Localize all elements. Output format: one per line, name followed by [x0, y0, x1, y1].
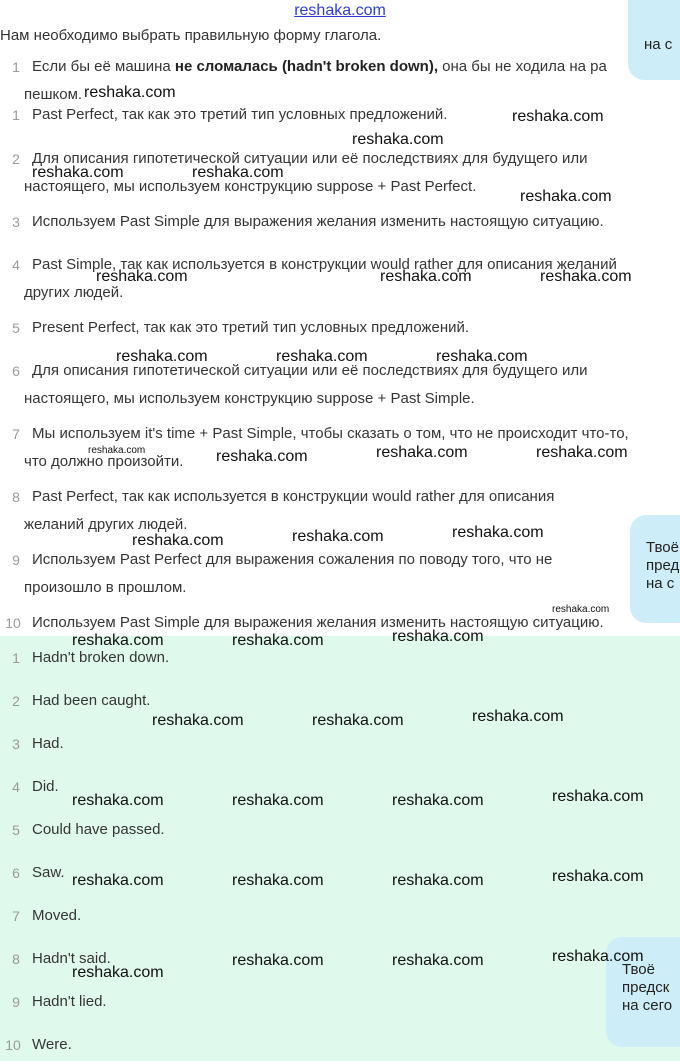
line-text: Если бы её машина	[32, 58, 175, 75]
watermark: reshaka.com	[380, 268, 472, 285]
intro-text: Нам необходимо выбрать правильную форму глагола.	[0, 27, 382, 44]
answer-number: 2	[12, 693, 20, 709]
watermark: reshaka.com	[392, 872, 484, 889]
explanation-line	[24, 390, 475, 407]
watermark: reshaka.com	[72, 872, 164, 889]
item-number: 4	[12, 257, 20, 273]
answer-number: 4	[12, 779, 20, 795]
watermark: reshaka.com	[192, 164, 284, 181]
explanation-line	[32, 319, 469, 336]
chat-bubble-middle[interactable]	[630, 515, 680, 623]
line-text: Для описания гипотетической ситуации или её последствиях для будущего или	[32, 150, 588, 167]
explanation-line	[32, 614, 604, 631]
item-number: 1	[12, 59, 20, 75]
answer-text: Hadn't lied.	[32, 993, 107, 1010]
bubble-line: предск	[622, 979, 670, 996]
answer-number: 7	[12, 908, 20, 924]
line-text: настоящего, мы используем конструкцию suppose + Past Simple.	[24, 390, 475, 407]
watermark: reshaka.com	[436, 348, 528, 365]
bubble-line: Твоё	[622, 961, 655, 978]
explanation-line	[32, 551, 552, 568]
item-number: 2	[12, 151, 20, 167]
answer-text: Moved.	[32, 907, 82, 924]
watermark: reshaka.com	[552, 948, 644, 965]
item-number: 5	[12, 320, 20, 336]
bubble-text: на с	[644, 36, 673, 53]
watermark: reshaka.com	[232, 872, 324, 889]
answer-text: Hadn't said.	[32, 950, 111, 967]
line-text: что должно произойти.	[24, 453, 184, 470]
watermark: reshaka.com	[152, 712, 244, 729]
line-text: пешком.	[24, 86, 83, 103]
explanation-line	[24, 579, 186, 596]
line-text: Используем Past Simple для выражения желания изменить настоящую ситуацию.	[32, 614, 604, 631]
line-text: Past Simple, так как используется в конструкции would rather для описания желаний	[32, 256, 617, 273]
watermark-small: reshaka.com	[88, 445, 146, 456]
watermark: reshaka.com	[132, 532, 224, 549]
answer-number: 6	[12, 865, 20, 881]
explanation-line	[24, 86, 82, 103]
explanation-line	[32, 425, 629, 442]
watermark: reshaka.com	[392, 952, 484, 969]
explanation-line	[24, 516, 187, 533]
answer-number: 9	[12, 994, 20, 1010]
line-text: она бы не ходила на ра	[438, 58, 607, 75]
answer-text: Saw.	[32, 864, 65, 881]
watermark: reshaka.com	[32, 164, 124, 181]
line-text: Используем Past Perfect для выражения сожаления по поводу того, что не	[32, 551, 553, 568]
watermark: reshaka.com	[392, 792, 484, 809]
watermark: reshaka.com	[472, 708, 564, 725]
explanation-line	[24, 284, 123, 301]
watermark: reshaka.com	[392, 628, 484, 645]
answer-text: Did.	[32, 778, 59, 795]
item-number: 7	[12, 426, 20, 442]
bubble-line: на сего	[622, 997, 673, 1014]
watermark: reshaka.com	[232, 632, 324, 649]
watermark: reshaka.com	[352, 131, 444, 148]
answer-text: Could have passed.	[32, 821, 165, 838]
line-text: других людей.	[24, 284, 124, 301]
line-text: произошло в прошлом.	[24, 579, 187, 596]
line-text: настоящего, мы используем конструкцию suppose + Past Perfect.	[24, 178, 477, 195]
item-number: 3	[12, 214, 20, 230]
watermark: reshaka.com	[72, 632, 164, 649]
item-number: 6	[12, 363, 20, 379]
explanation-line	[32, 213, 604, 230]
item-number: 10	[5, 615, 21, 631]
watermark: reshaka.com	[292, 528, 384, 545]
answer-text: Had.	[32, 735, 64, 752]
item-number: 9	[12, 552, 20, 568]
watermark: reshaka.com	[540, 268, 632, 285]
watermark: reshaka.com	[552, 788, 644, 805]
answer-number: 5	[12, 822, 20, 838]
line-text: Past Perfect, так как это третий тип условных предложений.	[32, 106, 448, 123]
watermark: reshaka.com	[232, 792, 324, 809]
watermark: reshaka.com	[232, 952, 324, 969]
answer-number: 10	[5, 1037, 21, 1053]
answer-number: 8	[12, 951, 20, 967]
explanation-line	[32, 106, 447, 123]
watermark: reshaka.com	[216, 448, 308, 465]
watermark: reshaka.com	[84, 84, 176, 101]
site-link[interactable]: reshaka.com	[294, 2, 386, 19]
watermark: reshaka.com	[520, 188, 612, 205]
watermark: reshaka.com	[376, 444, 468, 461]
watermark: reshaka.com	[512, 108, 604, 125]
line-text: Используем Past Simple для выражения желания изменить настоящую ситуацию.	[32, 213, 604, 230]
line-text: Мы используем it's time + Past Simple, чтобы сказать о том, что не происходит что-то,	[32, 425, 629, 442]
highlighted-answer: не сломалась (hadn't broken down),	[174, 58, 438, 75]
line-text: Past Perfect, так как используется в конструкции would rather для описания	[32, 488, 555, 505]
watermark: reshaka.com	[452, 524, 544, 541]
bubble-line: Твоё	[646, 539, 679, 556]
watermark: reshaka.com	[552, 868, 644, 885]
explanation-line	[32, 488, 554, 505]
watermark-small: reshaka.com	[552, 604, 610, 615]
watermark: reshaka.com	[72, 792, 164, 809]
answer-number: 3	[12, 736, 20, 752]
watermark: reshaka.com	[312, 712, 404, 729]
line-text: Для описания гипотетической ситуации или её последствиях для будущего или	[32, 362, 588, 379]
item-number: 1	[12, 107, 20, 123]
watermark: reshaka.com	[536, 444, 628, 461]
watermark: reshaka.com	[72, 964, 164, 981]
line-text: Present Perfect, так как это третий тип условных предложений.	[32, 319, 470, 336]
watermark: reshaka.com	[116, 348, 208, 365]
answer-number: 1	[12, 650, 20, 666]
watermark: reshaka.com	[276, 348, 368, 365]
answer-text: Hadn't broken down.	[32, 649, 170, 666]
answer-text: Were.	[32, 1036, 72, 1053]
bubble-line: на с	[646, 575, 675, 592]
answer-text: Had been caught.	[32, 692, 151, 709]
item-number: 8	[12, 489, 20, 505]
chat-bubble-top[interactable]	[628, 0, 680, 80]
watermark: reshaka.com	[96, 268, 188, 285]
line-text: желаний других людей.	[24, 516, 188, 533]
explanation-line	[32, 58, 607, 75]
bubble-line: пред	[646, 557, 680, 574]
